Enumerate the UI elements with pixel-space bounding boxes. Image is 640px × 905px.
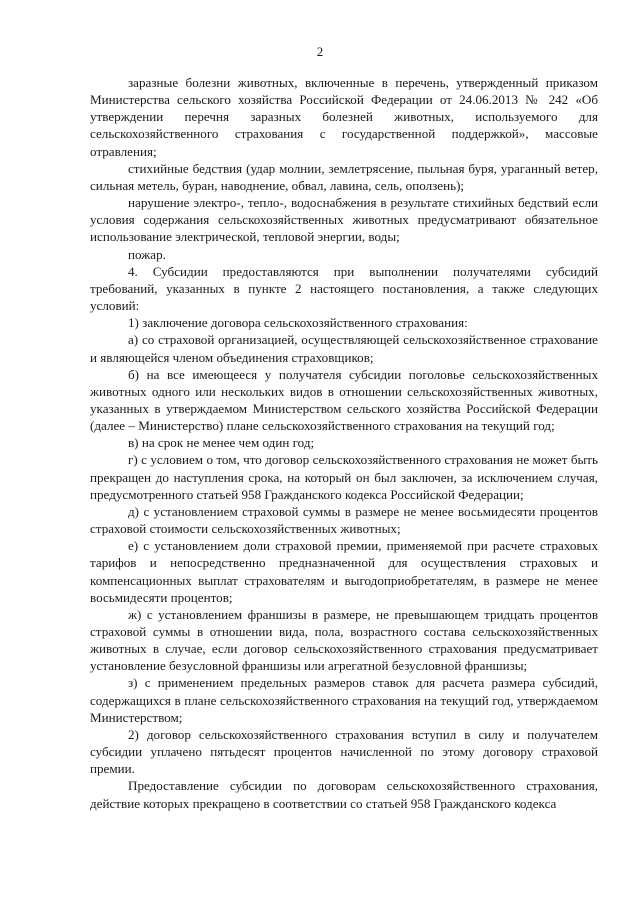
paragraph-item-2: 2) договор сельскохозяйственного страхования вступил в силу и получателем субсидии уплачено пятьдесят процентов начисленной по этому договору страховой премии.	[90, 726, 598, 777]
paragraph-natural-disasters: стихийные бедствия (удар молнии, землетрясение, пыльная буря, ураганный ветер, сильная метель, буран, наводнение, обвал, лавина, сель, оползень);	[90, 160, 598, 193]
paragraph-item-1: 1) заключение договора сельскохозяйственного страхования:	[128, 315, 468, 331]
paragraph-item-a: а) со страховой организацией, осуществляющей сельскохозяйственное страхование и являющейся членом объединения страховщиков;	[90, 332, 598, 365]
paragraph-item-b: б) на все имеющееся у получателя субсидии поголовье сельскохозяйственных животных одного или нескольких видов в отношении сельскохозяйственных животных, указанных в утверждаемом Министерством сельского хозяйства Российской Федерации (далее – Министерство) плане сельскохозяйственного страхования на текущий год;	[90, 366, 598, 434]
paragraph-item-v: в) на срок не менее чем один год;	[128, 435, 315, 451]
paragraph-utility-disruption: нарушение электро-, тепло-, водоснабжения в результате стихийных бедствий если условия содержания сельскохозяйственных животных предусматривают обязательное использование электрической, тепловой энергии, воды;	[90, 195, 598, 245]
paragraph-clause-4: 4. Субсидии предоставляются при выполнении получателями субсидий требований, указанных в пункте 2 настоящего постановления, а также следующих условий:	[90, 263, 598, 314]
paragraph-item-e: е) с установлением доли страховой премии, применяемой при расчете страховых тарифов и непосредственно предназначенной для осуществления страховых и компенсационных выплат страхователям и выгодоприобретателям, в размере не менее восьмидесяти процентов;	[90, 538, 598, 605]
page-number: 2	[316, 44, 324, 59]
paragraph-subsidy-provision: Предоставление субсидии по договорам сельскохозяйственного страхования, действие которых прекращено в соответствии со статьей 958 Гражданского кодекса	[90, 778, 598, 811]
document-body	[90, 74, 598, 812]
paragraph-item-zh: ж) с установлением франшизы в размере, не превышающем тридцать процентов страховой суммы в отношении вида, пола, возрастного состава сельскохозяйственных животных в случае, если договор сельскохозяйственного страхования предусматривает установление безусловной франшизы или агрегатной безусловной франшизы;	[90, 606, 598, 674]
paragraph-item-z: з) с применением предельных размеров ставок для расчета размера субсидий, содержащихся в плане сельскохозяйственного страхования на текущий год, утверждаемом Министерством;	[90, 675, 598, 725]
paragraph-fire: пожар.	[128, 246, 166, 262]
paragraph-infectious-diseases: заразные болезни животных, включенные в перечень, утвержденный приказом Министерства сельского хозяйства Российской Федерации от 24.06.2013 № 242 «Об утверждении перечня заразных болезней животных, используемого для сельскохозяйственного страхования с государственной поддержкой», массовые отравления;	[90, 75, 598, 159]
paragraph-item-d: д) с установлением страховой суммы в размере не менее восьмидесяти процентов страховой стоимости сельскохозяйственных животных;	[90, 503, 598, 537]
paragraph-item-g: г) с условием о том, что договор сельскохозяйственного страхования не может быть прекращен до наступления срока, на который он был заключен, за исключением случая, предусмотренного статьей 958 Гражданского кодекса Российской Федерации;	[90, 452, 598, 502]
